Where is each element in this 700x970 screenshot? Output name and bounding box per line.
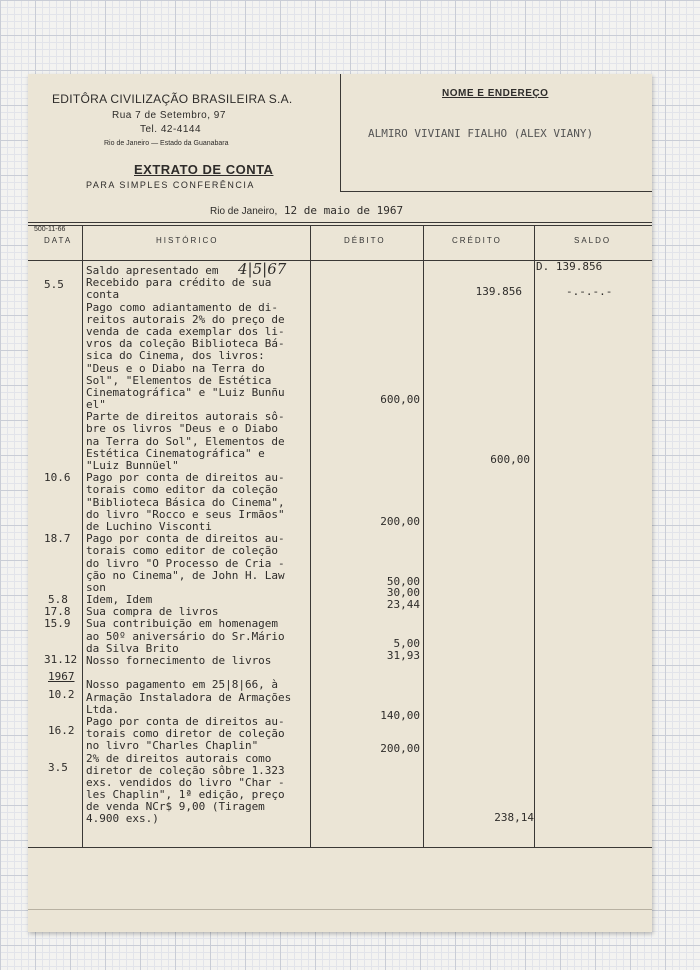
- credit-amount: 238,14: [494, 811, 534, 824]
- col-header-saldo: SALDO: [574, 236, 612, 245]
- history-line: no livro "Charles Chaplin": [86, 739, 259, 753]
- debit-amount: 600,00: [380, 393, 420, 406]
- table-top-rule-2: [28, 225, 652, 226]
- history-line: diretor de coleção sôbre 1.323: [86, 763, 285, 777]
- history-line: da Silva Brito: [86, 641, 179, 655]
- history-line: Cinematográfica" e "Luiz Bunñu: [86, 385, 285, 399]
- footer-rule: [28, 909, 652, 910]
- history-line: les Chaplin", 1ª edição, preço: [86, 788, 285, 802]
- debit-amount: 31,93: [386, 649, 420, 662]
- history-line: Recebido para crédito de sua: [86, 276, 272, 290]
- date-entry: 15.9: [44, 617, 71, 630]
- history-line: Nosso pagamento em 25|8|66, à: [86, 678, 279, 692]
- debit-amount: 30,00: [386, 586, 420, 599]
- client-name: ALMIRO VIVIANI FIALHO (ALEX VIANY): [368, 127, 594, 140]
- date-entry: 17.8: [44, 605, 71, 618]
- account-statement-sheet: [28, 74, 652, 932]
- history-line: do livro "Rocco e seus Irmãos": [86, 507, 285, 521]
- date-entry: 31.12: [44, 653, 78, 666]
- date-entry: 10.2: [48, 688, 75, 701]
- debit-amount: 200,00: [380, 742, 420, 755]
- history-line: Sua contribuição em homenagem: [86, 617, 279, 631]
- statement-date: [210, 204, 403, 217]
- debit-amount: 200,00: [380, 515, 420, 528]
- history-line: Pago por conta de direitos au-: [86, 471, 285, 485]
- history-column: [86, 265, 291, 826]
- history-line: na Terra do Sol", Elementos de: [86, 434, 285, 448]
- history-line: "Luiz Bunnüel": [86, 459, 179, 472]
- history-line: de Luchino Visconti: [86, 519, 212, 533]
- date-entry: 16.2: [48, 724, 75, 737]
- date-value: 12 de maio de 1967: [283, 204, 404, 217]
- credit-amount: 600,00: [490, 453, 530, 466]
- debit-amount: 50,00: [386, 575, 420, 588]
- history-line: torais como editor de coleção: [86, 544, 279, 558]
- date-entry: 5.5: [44, 278, 64, 291]
- date-entry: 10.6: [44, 471, 71, 484]
- statement-title: EXTRATO DE CONTA: [134, 162, 274, 177]
- table-bottom-rule: [28, 847, 652, 848]
- debit-amount: 23,44: [386, 598, 420, 611]
- history-line: venda de cada exemplar dos li-: [86, 324, 285, 338]
- col-header-debito: DÉBITO: [344, 236, 386, 245]
- history-line: Sua compra de livros: [86, 605, 219, 619]
- col-divider-historico: [310, 225, 311, 847]
- history-line: bre os livros "Deus e o Diabo: [86, 422, 279, 436]
- history-line: Nosso fornecimento de livros: [86, 654, 272, 667]
- col-divider-data: [82, 225, 83, 847]
- table-top-rule: [28, 222, 652, 223]
- name-box-bottom-border: [340, 191, 652, 192]
- history-line: el": [86, 398, 106, 412]
- history-line: vros da coleção Biblioteca Bá-: [86, 337, 285, 351]
- company-phone: Tel. 42-4144: [140, 124, 202, 135]
- history-line: sica do Cinema, dos livros:: [86, 349, 265, 363]
- history-line: Saldo apresentado em: [86, 264, 219, 277]
- history-line: Idem, Idem: [86, 593, 153, 607]
- balance-amount: D. 139.856: [536, 260, 603, 273]
- col-header-historico: HISTÓRICO: [156, 236, 219, 245]
- history-line: son: [86, 580, 106, 594]
- history-line: ao 50º aniversário do Sr.Mário: [86, 629, 285, 643]
- history-line: reitos autorais 2% do preço de: [86, 312, 285, 326]
- name-box-left-border: [340, 74, 341, 191]
- company-city: Rio de Janeiro — Estado da Guanabara: [104, 140, 229, 147]
- history-line: Armação Instaladora de Armações: [86, 690, 292, 704]
- history-line: Parte de direitos autorais sô-: [86, 410, 285, 424]
- history-line: torais como editor da coleção: [86, 483, 279, 497]
- history-line: "Biblioteca Básica do Cinema",: [86, 495, 285, 509]
- history-line: Pago como adiantamento de di-: [86, 300, 279, 314]
- history-line: exs. vendidos do livro "Char -: [86, 775, 285, 789]
- history-line: "Deus e o Diabo na Terra do: [86, 361, 265, 375]
- col-header-credito: CRÉDITO: [452, 236, 502, 245]
- col-divider-credito: [534, 225, 535, 847]
- debit-amount: 5,00: [393, 637, 420, 650]
- col-header-data: DATA: [44, 236, 73, 245]
- date-entry: 5.8: [48, 593, 68, 606]
- date-place: Rio de Janeiro,: [210, 206, 278, 217]
- date-entry: 18.7: [44, 532, 71, 545]
- history-line: 4.900 exs.): [86, 812, 159, 826]
- handwritten-date: 4|5|67: [238, 260, 287, 278]
- history-line: conta: [86, 288, 120, 302]
- history-line: Estética Cinematográfica" e: [86, 446, 265, 460]
- date-entry: 3.5: [48, 761, 68, 774]
- history-line: 2% de direitos autorais como: [86, 751, 272, 765]
- balance-amount: -.-.-.-: [566, 285, 613, 298]
- statement-subtitle: PARA SIMPLES CONFERÊNCIA: [86, 180, 255, 190]
- company-name: EDITÔRA CIVILIZAÇÃO BRASILEIRA S.A.: [52, 92, 293, 106]
- history-line: ção no Cinema", de John H. Law: [86, 568, 285, 582]
- history-line: Ltda.: [86, 702, 120, 716]
- name-address-header: NOME E ENDEREÇO: [442, 88, 549, 99]
- history-line: do livro "O Processo de Cria -: [86, 556, 285, 570]
- form-code: 500-11-66: [34, 226, 66, 233]
- history-line: torais como diretor de coleção: [86, 727, 285, 741]
- credit-amount: 139.856: [475, 285, 522, 298]
- history-line: Pago por conta de direitos au-: [86, 714, 285, 728]
- col-divider-debito: [423, 225, 424, 847]
- history-line: de venda NCr$ 9,00 (Tiragem: [86, 800, 265, 814]
- year-marker: 1967: [48, 670, 75, 683]
- history-line: Pago por conta de direitos au-: [86, 532, 285, 546]
- company-street: Rua 7 de Setembro, 97: [112, 110, 226, 121]
- debit-amount: 140,00: [380, 709, 420, 722]
- history-line: Sol", "Elementos de Estética: [86, 373, 272, 387]
